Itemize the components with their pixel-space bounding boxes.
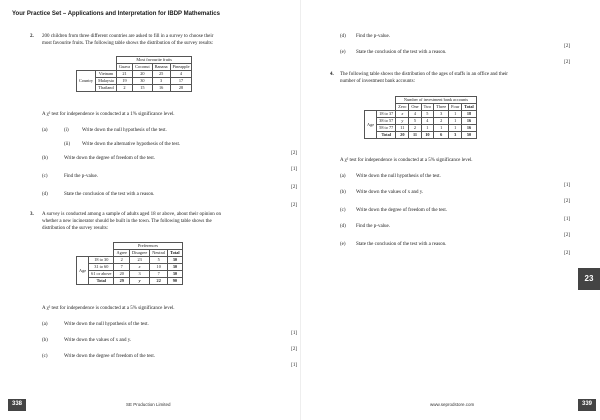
q2-number: 2. — [30, 34, 34, 39]
q4-table: Number of investment bank accounts Zero One Two Three Four Total Age 18 to 37 x 4 5 3 1 18 38 to 57 y 5 4 2 1 16 58 to 77 11 2 1 1 1 16 Total 20 11 10 6 3 50 — [364, 96, 477, 139]
page-number-right: 339 — [578, 399, 596, 411]
q4-number: 4. — [330, 72, 334, 77]
q2-intro-1: 200 children from three different countries are asked to fill in a survey to choose their — [42, 34, 214, 39]
page-header: Your Practice Set – Applications and Interpretation for IBDP Mathematics — [12, 11, 220, 17]
left-column: 2. 200 children from three different countries are asked to fill in a survey to choose their most favourite fruits. The following table shows the distribution of the survey results: Most favourite fruits Guava Coconut Banana Pineapple Country Vietnam 21 20 25 4 Malaysia 19 30 3 17 Thailand 2 15 16 28 A χ² test for independence is conducted at a 1% significance level. (a) (i) Write down the null hypothesis of the test. (ii) Write down the alternative hypothesis of the test. [2] (b) Write down the degree of freedom of the test. [1] (c) Find the p-value. [2] (d) State the conclusion of the test with a reason. [2] 3. A survey is conducted among a sample of adults aged 18 or above, about their opinion on whether a new incinerator should be built in the town. The following table shows the distribution of the survey results: Preferences Agree Disagree Neutral Total Age 18 to 30 2 23 5 30 31 to 60 7 x 10 30 61 or above 20 3 7 30 Total 29 y 22 90 A χ² test for independence is conducted at a 5% significance level. (a) Write down the null hypothesis of the test. [1] (b) Write down the values of x and y. [2] (c) Write down the degree of freedom of the test. [1] — [30, 34, 297, 368]
page-number-left: 338 — [8, 399, 26, 411]
footer-publisher: SE Production Limited — [126, 402, 171, 408]
right-column: (d) Find the p-value. [2] (e) State the conclusion of the test with a reason. [2] 4. The following table shows the distribution of the ages of staffs in an office and their number of investment bank accounts: Number of investment bank accounts Zero One Two Three Four Total Age 18 to 37 x 4 5 3 1 18 38 to 57 y 5 4 2 1 16 58 to 77 11 2 1 1 1 16 Total 20 11 10 6 3 50 A χ² test for independence is conducted at a 5% significance level. (a) Write down the null hypothesis of the test. [1] (b) Write down the values of x and y. [2] (c) Write down the degree of freedom of the test. [1] (d) Find the p-value. [2] (e) State the conclusion of the test with a reason. [2] — [330, 34, 570, 256]
q3-table: Preferences Agree Disagree Neutral Total Age 18 to 30 2 23 5 30 31 to 60 7 x 10 30 61 or above 20 3 7 30 Total 29 y 22 90 — [76, 242, 183, 285]
page-gutter — [300, 0, 301, 420]
q2-intro-2: most favourite fruits. The following table shows the distribution of the survey results: — [42, 41, 214, 46]
chapter-tab: 23 — [578, 268, 600, 290]
q2-test: A χ² test for independence is conducted at a 1% significance level. — [42, 112, 175, 117]
q2-table: Most favourite fruits Guava Coconut Banana Pineapple Country Vietnam 21 20 25 4 Malaysia 19 30 3 17 Thailand 2 15 16 28 — [76, 56, 192, 92]
footer-website: www.seprodstore.com — [430, 402, 475, 408]
q2-table-group: Most favourite fruits — [116, 57, 192, 64]
q3-number: 3. — [30, 212, 34, 217]
